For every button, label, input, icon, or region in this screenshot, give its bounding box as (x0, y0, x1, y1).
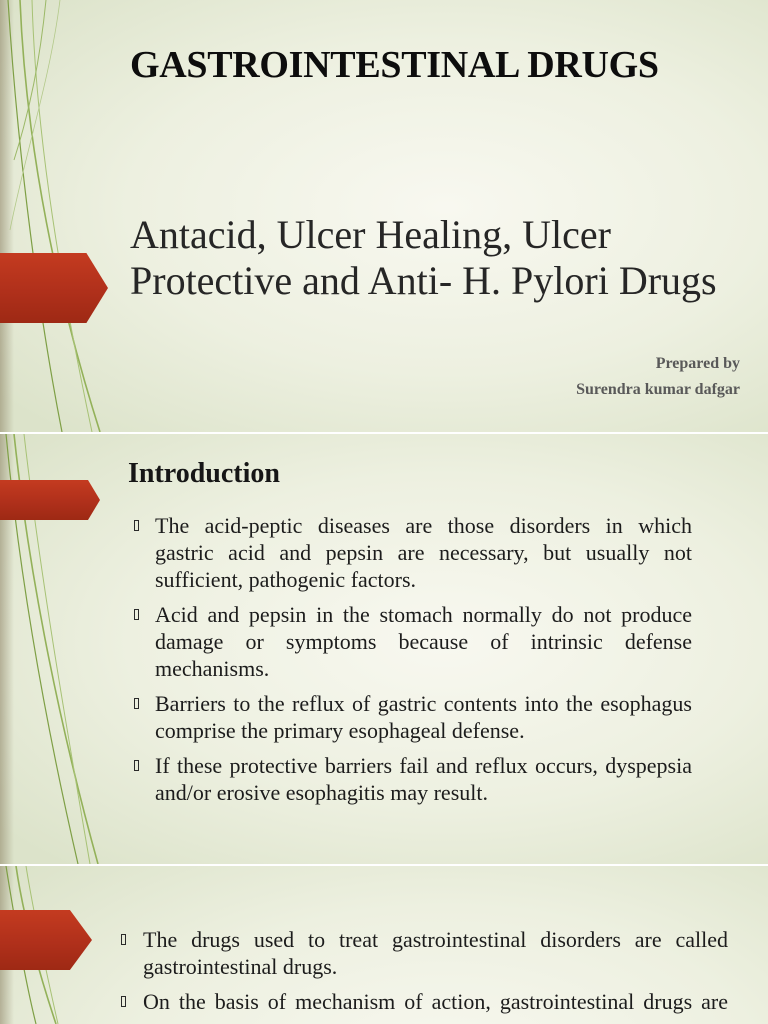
box-bullet-icon (121, 934, 126, 945)
red-arrow-tab-icon (0, 253, 108, 323)
presentation-title: GASTROINTESTINAL DRUGS (130, 44, 659, 86)
bullet-line: mechanisms. (155, 656, 270, 681)
bullet-item (143, 926, 728, 980)
slide-title (0, 0, 768, 432)
bullet-line: sufficient, pathogenic factors. (155, 567, 417, 592)
bullet-line: gastric acid and pepsin are necessary, but usually not (155, 540, 692, 565)
bullet-line: On the basis of mechanism of action, gastrointestinal drugs are (143, 989, 728, 1014)
bullet-item (155, 690, 692, 744)
bullet-line: Acid and pepsin in the stomach normally do not produce (155, 602, 692, 627)
slide-gi-drugs (0, 866, 768, 1024)
prepared-by-label: Prepared by (655, 355, 740, 372)
bullet-line: and/or erosive esophagitis may result. (155, 780, 488, 805)
green-wisp-decoration (0, 0, 130, 432)
box-bullet-icon (134, 609, 139, 620)
bullet-line: The acid-peptic diseases are those disorders in which (155, 513, 692, 538)
red-arrow-tab-icon (0, 480, 100, 520)
bullet-item (155, 512, 692, 593)
bullet-list (155, 512, 692, 814)
bullet-line: The drugs used to treat gastrointestinal disorders are called (143, 927, 728, 952)
box-bullet-icon (121, 996, 126, 1007)
box-bullet-icon (134, 520, 139, 531)
presentation-subtitle (130, 212, 717, 304)
bullet-line: gastrointestinal drugs. (143, 954, 338, 979)
bullet-line: Barriers to the reflux of gastric contents into the esophagus (155, 691, 692, 716)
bullet-list (143, 926, 728, 1023)
subtitle-line: Protective and Anti- H. Pylori Drugs (130, 258, 717, 303)
bullet-line: comprise the primary esophageal defense. (155, 718, 525, 743)
slide-introduction (0, 434, 768, 864)
box-bullet-icon (134, 698, 139, 709)
slide-heading: Introduction (128, 458, 280, 489)
subtitle-line: Antacid, Ulcer Healing, Ulcer (130, 212, 611, 257)
bullet-item (155, 601, 692, 682)
box-bullet-icon (134, 760, 139, 771)
author-name: Surendra kumar dafgar (576, 381, 740, 398)
bullet-line: If these protective barriers fail and reflux occurs, dyspepsia (155, 753, 692, 778)
bullet-item (155, 752, 692, 806)
bullet-item (143, 988, 728, 1015)
bullet-line: damage or symptoms because of intrinsic defense (155, 629, 692, 654)
